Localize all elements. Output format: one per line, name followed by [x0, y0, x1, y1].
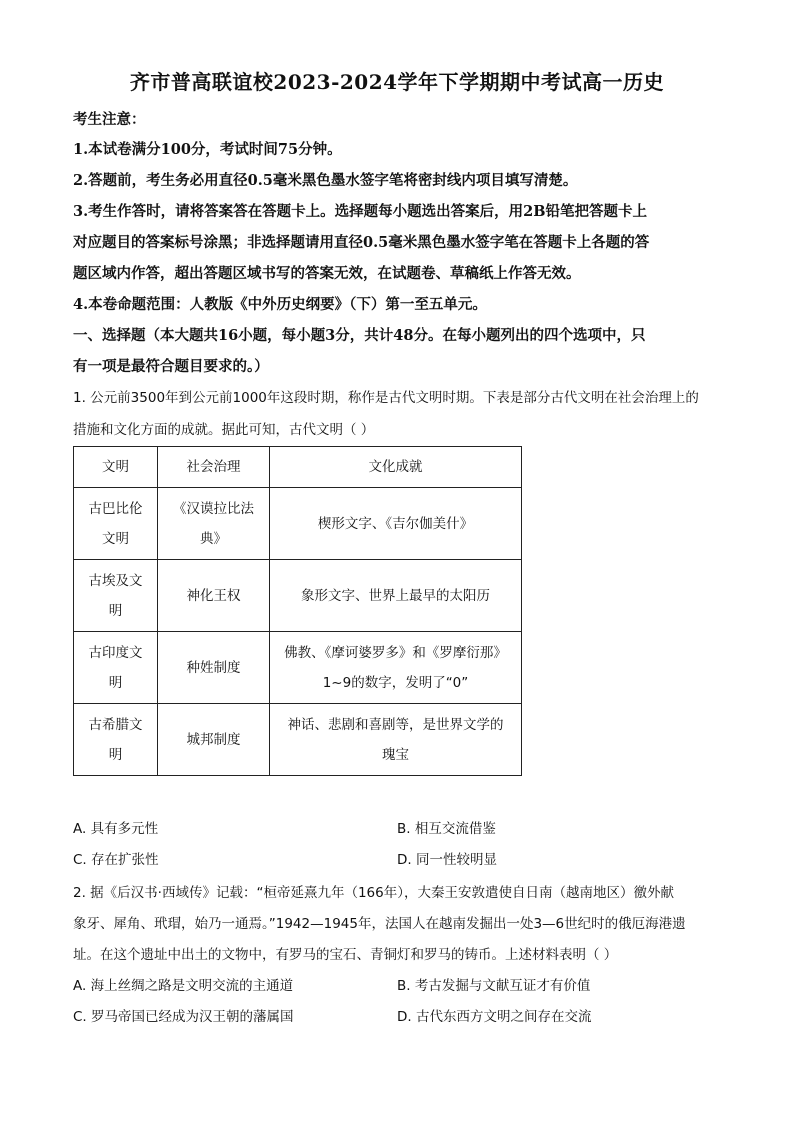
table-row — [74, 488, 522, 560]
governance-cell: 城邦制度 — [158, 704, 270, 776]
culture-cell: 楔形文字、《吉尔伽美什》 — [270, 488, 522, 560]
q2-stem-line-1: 2. 据《后汉书·西域传》记载：“桓帝延熹九年（166年），大秦王安敦遣使自日南（越南地区）徼外献 — [73, 885, 674, 901]
header-culture: 文化成就 — [270, 447, 522, 488]
section-heading-line-1: 一、选择题（本大题共16小题，每小题3分，共计48分。在每小题列出的四个选项中，只 — [73, 327, 646, 344]
q2-option-b[interactable]: B. 考古发掘与文献互证才有价值 — [397, 978, 591, 994]
notice-heading: 考生注意： — [73, 111, 146, 128]
q2-option-c[interactable]: C. 罗马帝国已经成为汉王朝的藩属国 — [73, 1009, 294, 1025]
governance-cell: 《汉谟拉比法 典》 — [158, 488, 270, 560]
notice-line-1: 1.本试卷满分100分，考试时间75分钟。 — [73, 141, 342, 158]
culture-cell: 佛教、《摩诃婆罗多》和《罗摩衍那》 1~9的数字，发明了“0” — [270, 632, 522, 704]
governance-cell: 种姓制度 — [158, 632, 270, 704]
table-header-row — [74, 447, 522, 488]
header-civilization: 文明 — [74, 447, 158, 488]
q2-stem-line-3: 址。在这个遗址中出土的文物中，有罗马的宝石、青铜灯和罗马的铸币。上述材料表明（ ） — [73, 947, 618, 963]
governance-cell: 神化王权 — [158, 560, 270, 632]
civilization-table — [73, 446, 522, 776]
table-row — [74, 560, 522, 632]
section-heading-line-2: 有一项是最符合题目要求的。） — [73, 358, 269, 375]
notice-line-4: 对应题目的答案标号涂黑；非选择题请用直径0.5毫米黑色墨水签字笔在答题卡上各题的答 — [73, 234, 650, 251]
table-row — [74, 632, 522, 704]
culture-cell: 神话、悲剧和喜剧等，是世界文学的 瑰宝 — [270, 704, 522, 776]
header-governance: 社会治理 — [158, 447, 270, 488]
civ-cell: 古巴比伦 文明 — [74, 488, 158, 560]
q1-option-d[interactable]: D. 同一性较明显 — [397, 852, 497, 868]
civ-cell: 古印度文 明 — [74, 632, 158, 704]
q2-option-d[interactable]: D. 古代东西方文明之间存在交流 — [397, 1009, 592, 1025]
exam-title: 齐市普高联谊校2023-2024学年下学期期中考试高一历史 — [129, 70, 665, 94]
notice-line-5: 题区域内作答，超出答题区域书写的答案无效，在试题卷、草稿纸上作答无效。 — [73, 265, 581, 282]
civ-cell: 古希腊文 明 — [74, 704, 158, 776]
q1-option-b[interactable]: B. 相互交流借鉴 — [397, 821, 496, 837]
q1-stem-line-2: 措施和文化方面的成就。据此可知，古代文明（ ） — [73, 422, 375, 438]
notice-line-3: 3.考生作答时，请将答案答在答题卡上。选择题每小题选出答案后，用2B铅笔把答题卡上 — [73, 203, 647, 220]
q1-option-a[interactable]: A. 具有多元性 — [73, 821, 159, 837]
notice-line-2: 2.答题前，考生务必用直径0.5毫米黑色墨水签字笔将密封线内项目填写清楚。 — [73, 172, 578, 189]
civ-cell: 古埃及文 明 — [74, 560, 158, 632]
q2-stem-line-2: 象牙、犀角、玳瑁，始乃一通焉。”1942—1945年，法国人在越南发掘出一处3—6世纪时的俄厄海港遗 — [73, 916, 686, 932]
table-row — [74, 704, 522, 776]
q2-option-a[interactable]: A. 海上丝绸之路是文明交流的主通道 — [73, 978, 294, 994]
culture-cell: 象形文字、世界上最早的太阳历 — [270, 560, 522, 632]
q1-option-c[interactable]: C. 存在扩张性 — [73, 852, 159, 868]
q1-stem-line-1: 1. 公元前3500年到公元前1000年这段时期，称作是古代文明时期。下表是部分古代文明在社会治理上的 — [73, 390, 699, 406]
notice-line-6: 4.本卷命题范围：人教版《中外历史纲要》（下）第一至五单元。 — [73, 296, 487, 313]
